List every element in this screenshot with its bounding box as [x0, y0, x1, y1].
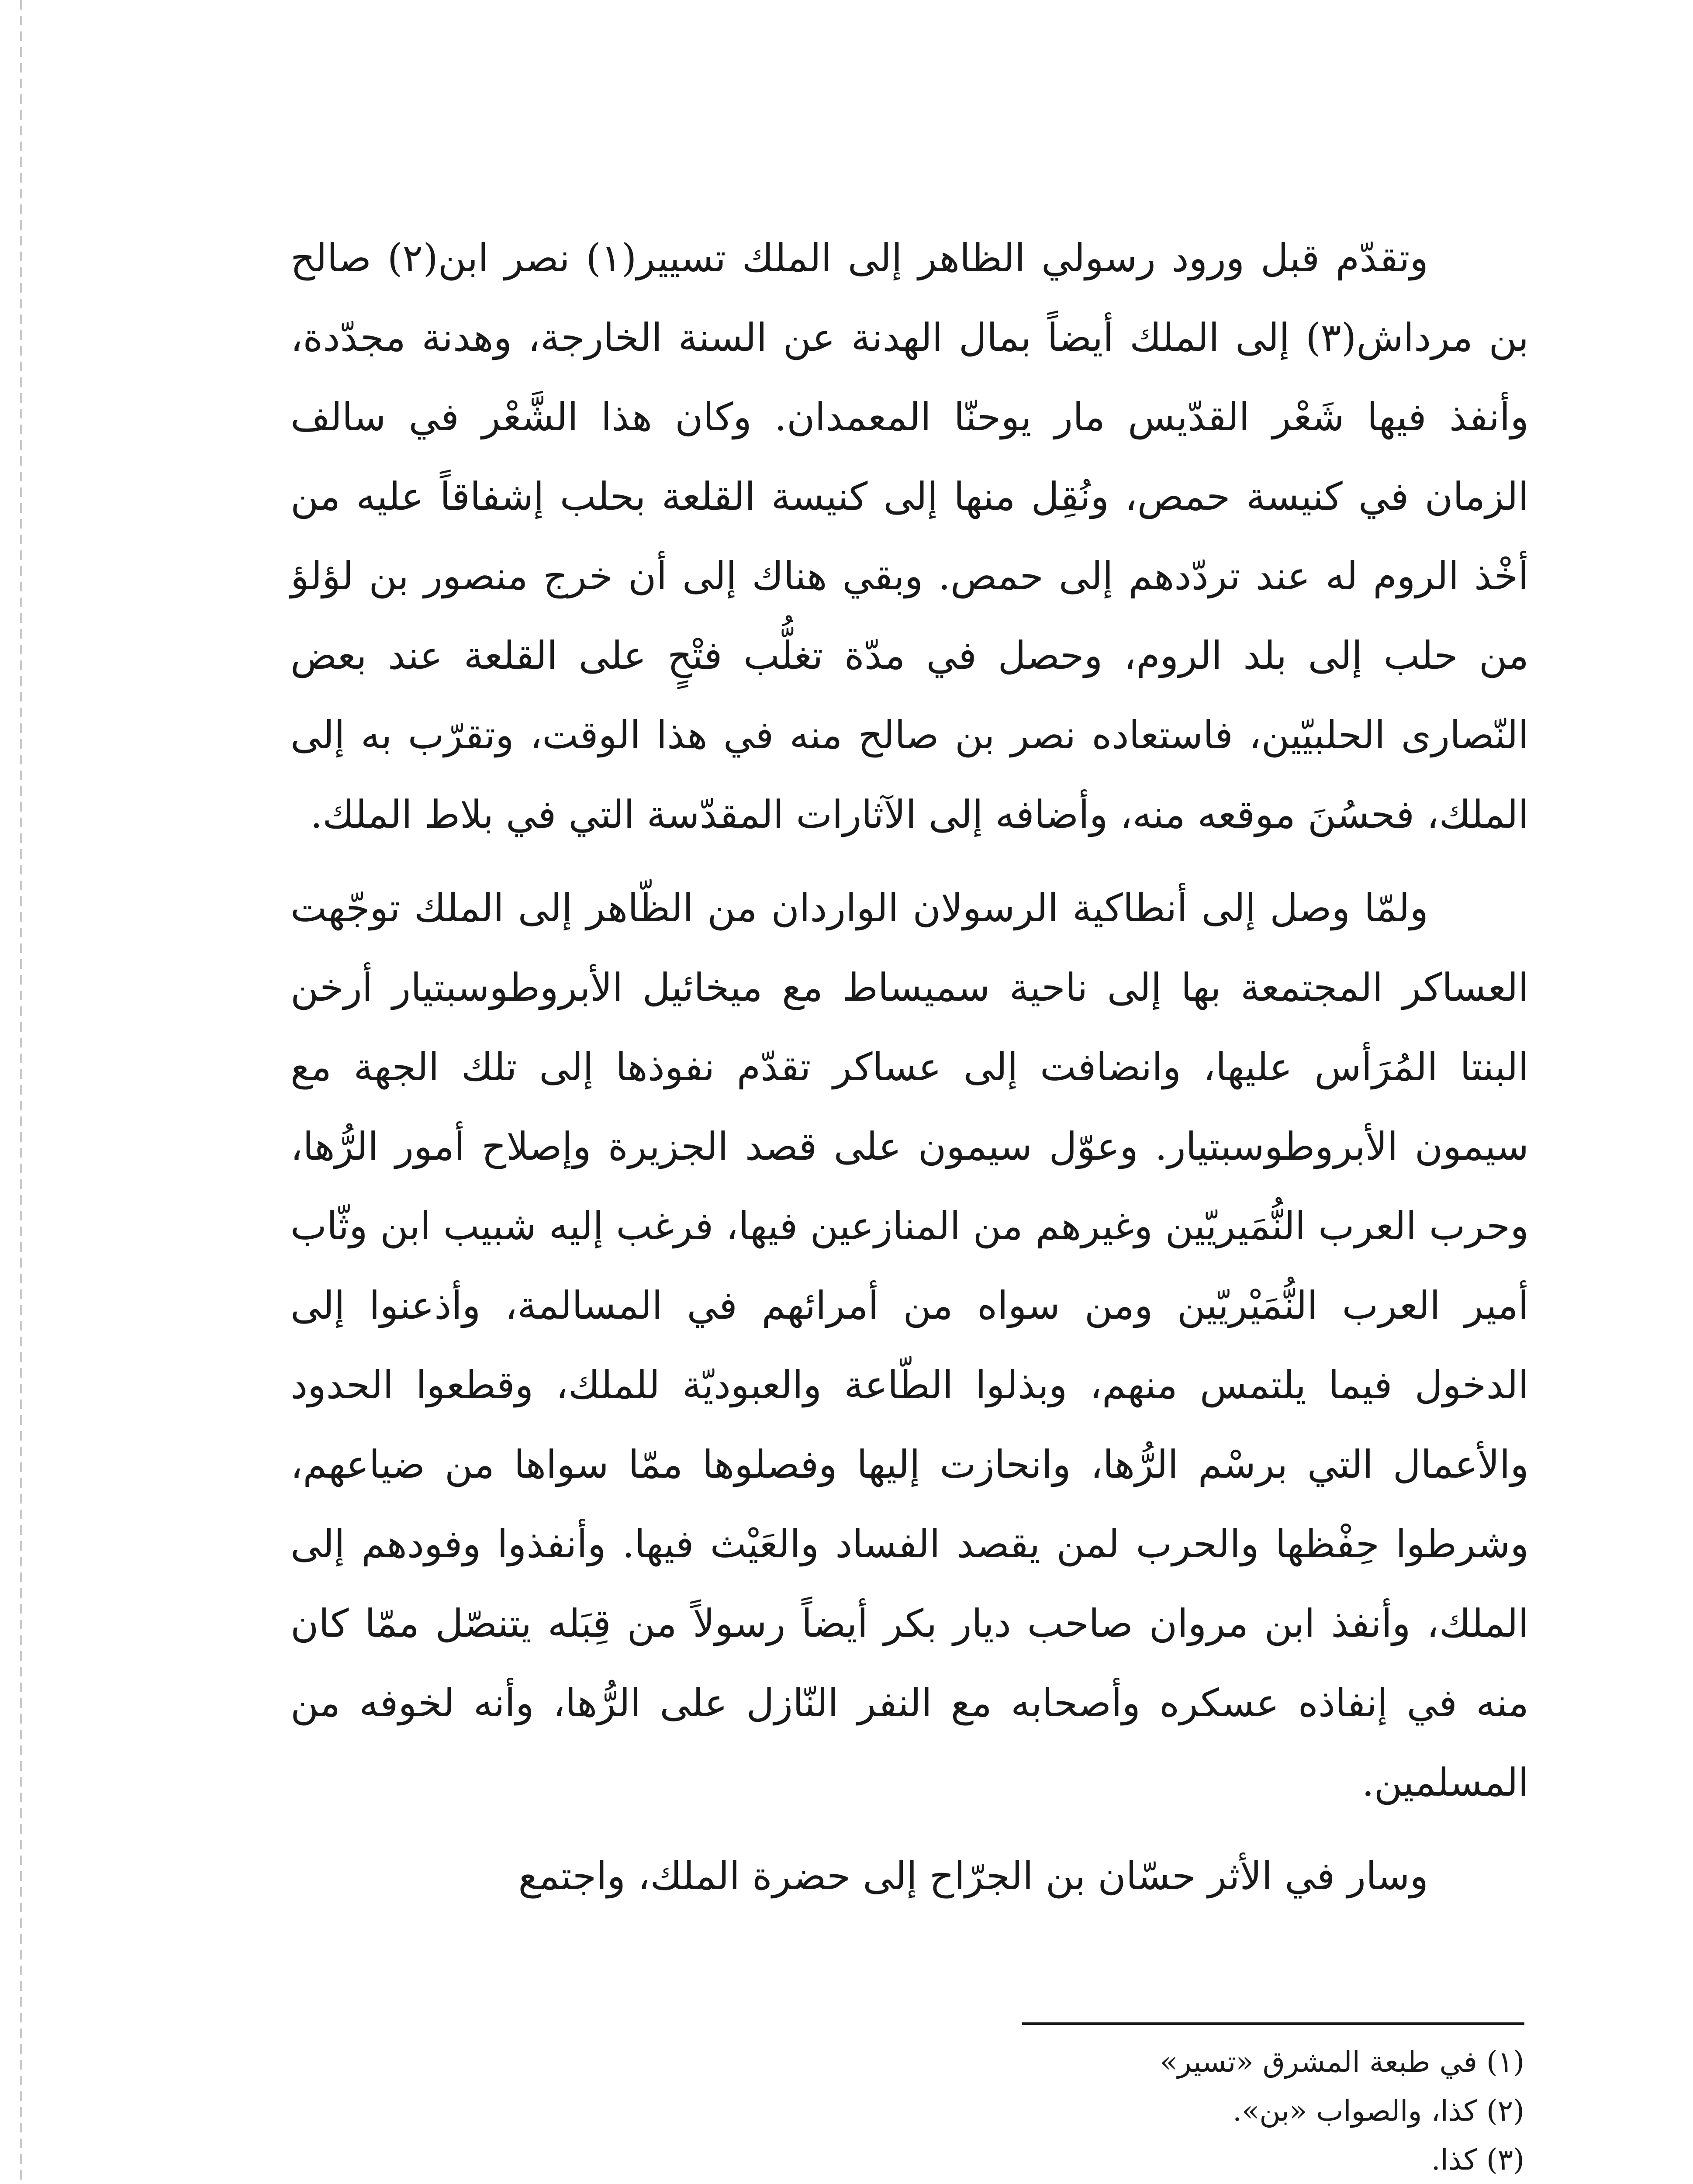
paragraph-2: ولمّا وصل إلى أنطاكية الرسولان الواردان من الظّاهر إلى الملك توجّهت العساكر المجتمعة بها إلى ناحية سميساط مع ميخائيل الأبروطوسبتيار أرخن البنتا المُرَأس عليها، وانضافت إلى عساكر تقدّم نفوذها إلى تلك الجهة مع سيمون الأبروطوسبتيار. وعوّل سيمون على قصد الجزيرة وإصلاح أمور الرُّها، وحرب العرب النُّمَيريّين وغيرهم من المنازعين فيها، فرغب إليه شبيب ابن وثّاب أمير العرب النُّمَيْريّين ومن سواه من أمرائهم في المسالمة، وأذعنوا إلى الدخول فيما يلتمس منهم، وبذلوا الطّاعة والعبوديّة للملك، وقطعوا الحدود والأعمال التي برسْم الرُّها، وانحازت إليها وفصلوها ممّا سواها من ضياعهم، وشرطوا حِفْظها والحرب لمن يقصد الفساد والعَيْث فيها. وأنفذوا وفودهم إلى الملك، وأنفذ ابن مروان صاحب ديار بكر أيضاً رسولاً من قِبَله يتنصّل ممّا كان منه في إنفاذه عسكره وأصحابه مع النفر النّازل على الرُّها، وأنه لخوفه من المسلمين.: [290, 885, 1529, 1805]
paragraph-1: وتقدّم قبل ورود رسولي الظاهر إلى الملك تسيير(١) نصر ابن(٢) صالح بن مرداش(٣) إلى الملك أيضاً بمال الهدنة عن السنة الخارجة، وهدنة مجدّدة، وأنفذ فيها شَعْر القدّيس مار يوحنّا المعمدان. وكان هذا الشَّعْر في سالف الزمان في كنيسة حمص، ونُقِل منها إلى كنيسة القلعة بحلب إشفاقاً عليه من أخْذ الروم له عند تردّدهم إلى حمص. وبقي هناك إلى أن خرج منصور بن لؤلؤ من حلب إلى بلد الروم، وحصل في مدّة تغلُّب فتْحٍ على القلعة عند بعض النّصارى الحلبيّين، فاستعاده نصر بن صالح منه في هذا الوقت، وتقرّب به إلى الملك، فحسُنَ موقعه منه، وأضافه إلى الآثارات المقدّسة التي في بلاط الملك.: [290, 235, 1529, 837]
footnote-2: (٢) كذا، والصواب «بن».: [1232, 2094, 1524, 2128]
footnote-3: (٣) كذا.: [1431, 2143, 1524, 2177]
paragraph-3: وسار في الأثر حسّان بن الجرّاح إلى حضرة الملك، واجتمع: [518, 1853, 1428, 1898]
scan-binding-edge: [20, 0, 22, 2184]
footnotes: [786, 2038, 1524, 2184]
footnote-divider: [1022, 2022, 1524, 2025]
main-text: [290, 218, 1529, 1930]
footnote-1: (١) في طبعة المشرق «تسير»: [1160, 2045, 1524, 2079]
